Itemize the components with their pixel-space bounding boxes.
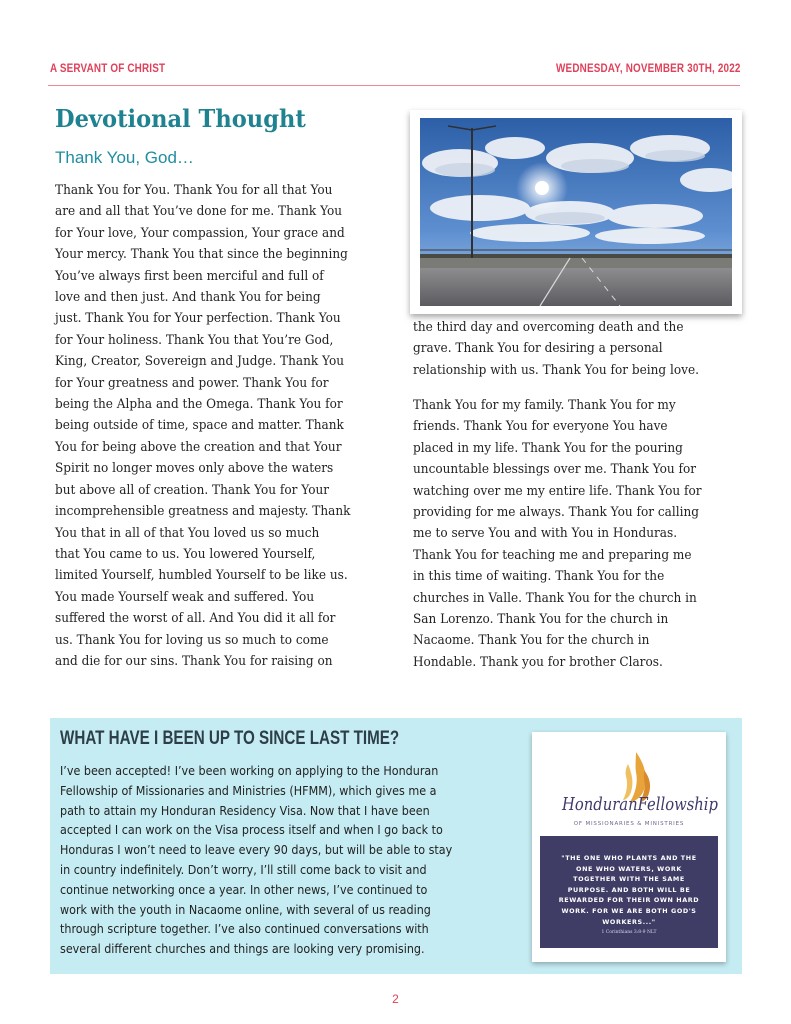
text-line: You made Yourself weak and suffered. You [55, 589, 315, 605]
text-line: Spirit no longer moves only above the waters [55, 461, 334, 477]
text-line: watching over me my entire life. Thank You for [413, 483, 702, 499]
text-line: continue networking once a year. In other news, I’ve continued to [60, 882, 428, 897]
update-title: WHAT HAVE I BEEN UP TO SINCE LAST TIME? [60, 728, 400, 749]
text-line: Fellowship of Missionaries and Ministries (HFMM), which gives me a [60, 783, 437, 798]
text-line: relationship with us. Thank You for being love. [413, 362, 699, 378]
text-line: incomprehensible greatness and majesty. Thank [55, 504, 351, 520]
text-line: me to serve You and with You in Honduras. [413, 526, 678, 542]
text-line: friends. Thank You for everyone You have [413, 419, 668, 435]
text-line: King, Creator, Sovereign and Judge. Thank You [55, 354, 345, 370]
text-line: for Your love, Your compassion, Your grace and [55, 225, 345, 241]
text-line: providing for me always. Thank You for calling [413, 505, 700, 521]
text-line: placed in my life. Thank You for the pouring [413, 440, 683, 456]
text-line: Thank You for my family. Thank You for my [413, 398, 676, 413]
article-left-column [55, 180, 395, 672]
quote-box [540, 836, 718, 948]
hfmm-logo-subtitle: OF MISSIONARIES & MINISTRIES [573, 821, 685, 827]
text-line: You for being above the creation and that Your [55, 439, 342, 455]
quote-text [540, 853, 718, 927]
page-number: 2 [392, 992, 399, 1006]
text-line: are and all that You’ve done for me. Thank You [55, 204, 343, 220]
text-line: that You came to us. You lowered Yourself, [55, 546, 316, 562]
text-line: grave. Thank You for desiring a personal [413, 341, 663, 357]
text-line: Nacaome. Thank You for the church in [413, 633, 650, 649]
quote-line: WORK. FOR WE ARE BOTH GOD'S [561, 906, 697, 915]
article-right-column-top [413, 317, 743, 381]
text-line: the third day and overcoming death and the [413, 320, 684, 335]
text-line: but above all of creation. Thank You for Your [55, 482, 330, 498]
text-line: just. Thank You for Your perfection. Thank You [55, 311, 341, 327]
text-line: for Your holiness. Thank You that You’re God, [55, 332, 334, 348]
quote-line: REWARDED FOR THEIR OWN HARD [558, 896, 700, 905]
text-line: being the Alpha and the Omega. Thank You for [55, 397, 343, 413]
text-line: uncountable blessings over me. Thank You for [413, 462, 697, 478]
text-line: You’ve always first been merciful and full of [55, 268, 324, 284]
header-left: A SERVANT OF CHRIST [50, 63, 166, 75]
text-line: us. Thank You for loving us so much to come [55, 632, 329, 648]
article-subtitle: Thank You, God… [55, 148, 194, 167]
text-line: You that in all of that You loved us so much [55, 525, 320, 541]
hfmm-logo-text: HonduranFellowship [562, 794, 718, 815]
text-line: and die for our sins. Thank You for raising on [55, 653, 333, 669]
header-divider [48, 85, 740, 86]
text-line: Your mercy. Thank You that since the beginning [55, 247, 348, 263]
text-line: I’ve been accepted! I’ve been working on applying to the Honduran [60, 764, 439, 778]
quote-line: WORKERS..." [602, 917, 656, 926]
text-line: Thank You for You. Thank You for all that You [55, 183, 333, 198]
text-line: path to attain my Honduran Residency Visa. Now that I have been [60, 803, 430, 818]
quote-line: TOGETHER WITH THE SAME [573, 875, 685, 884]
quote-citation: 1 Corinthians 3:8-9 NLT [601, 930, 657, 935]
text-line: suffered the worst of all. And You did it all for [55, 611, 336, 627]
hfmm-card [532, 732, 726, 962]
text-line: through scripture together. I’ve also continued conversations with [60, 922, 429, 937]
text-line: love and then just. And thank You for being [55, 290, 321, 306]
sky-road-photo [410, 110, 742, 314]
text-line: churches in Valle. Thank You for the church in [413, 590, 697, 606]
quote-line: ONE WHO WATERS, WORK [576, 864, 682, 873]
text-line: Thank You for teaching me and preparing me [413, 547, 692, 563]
sky-road-image [420, 118, 732, 306]
text-line: for Your greatness and power. Thank You for [55, 375, 329, 391]
text-line: San Lorenzo. Thank You for the church in [413, 612, 669, 628]
header-date: WEDNESDAY, NOVEMBER 30TH, 2022 [556, 63, 741, 75]
quote-line: "THE ONE WHO PLANTS AND THE [561, 854, 697, 862]
hfmm-logo [540, 746, 718, 836]
article-right-column-bottom [413, 395, 743, 673]
article-title: Devotional Thought [55, 104, 306, 133]
quote-line: PURPOSE. AND BOTH WILL BE [567, 885, 691, 894]
text-line: several different churches and things are looking very promising. [60, 942, 425, 957]
update-text [60, 762, 482, 960]
text-line: in this time of waiting. Thank You for the [413, 569, 665, 585]
text-line: Honduras I won’t need to leave every 90 days, but will be able to stay [60, 843, 453, 858]
text-line: work with the youth in Nacaome online, with several of us reading [60, 902, 431, 917]
text-line: accepted I can work on the Visa process itself and when I go back to [60, 823, 443, 838]
text-line: limited Yourself, humbled Yourself to be like us. [55, 568, 348, 584]
text-line: Hondable. Thank you for brother Claros. [413, 654, 663, 670]
text-line: being outside of time, space and matter. Thank [55, 418, 344, 434]
text-line: in country indefinitely. Don’t worry, I’ll still come back to visit and [60, 862, 427, 877]
